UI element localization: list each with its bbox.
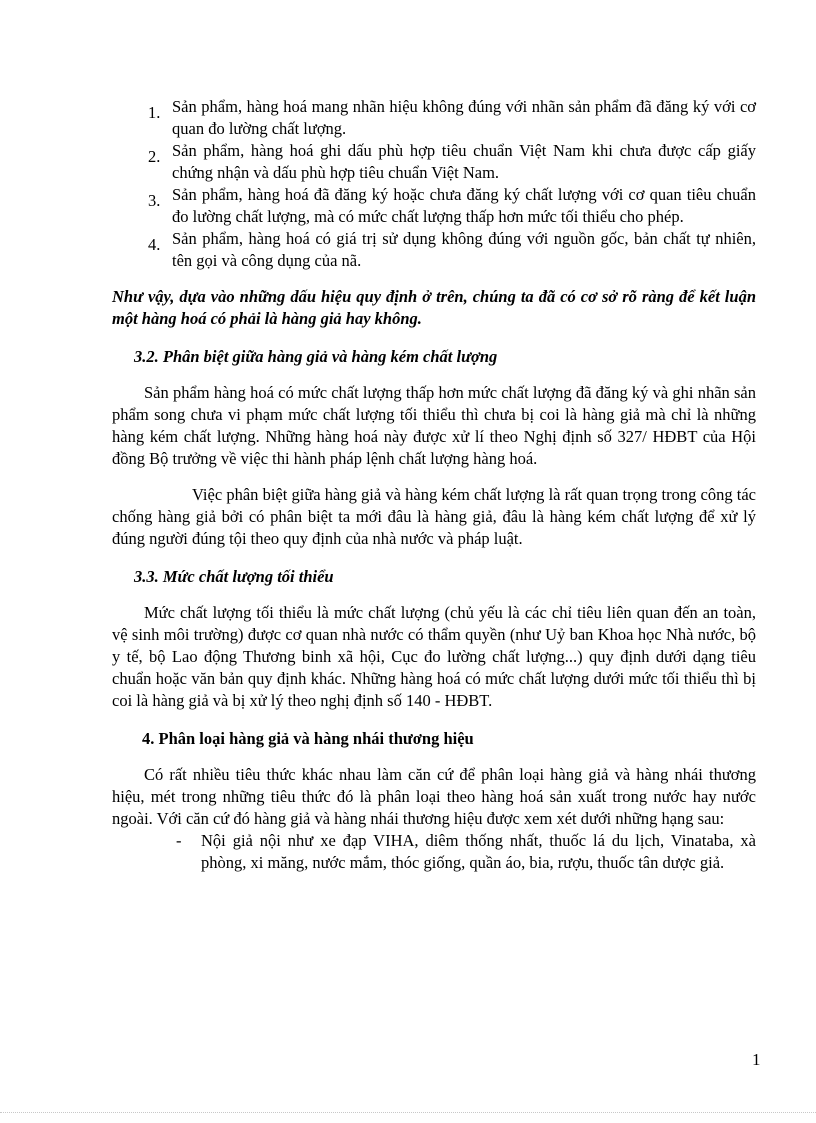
section-3-2-paragraph-1: Sản phẩm hàng hoá có mức chất lượng thấp hơn mức chất lượng đã đăng ký và ghi nhãn sản phẩm song chưa vi phạm mức chất lượng tối thiểu thì chưa bị coi là hàng giả mà chỉ là những hàng kém chất lượng. Những hàng hoá này được xử lí theo Nghị định số 327/ HĐBT của Hội đồng Bộ trưởng về việc thi hành pháp lệnh chất lượng hàng hoá. (112, 383, 756, 468)
list-item (112, 140, 756, 184)
list-text: Nội giả nội như xe đạp VIHA, diêm thống nhất, thuốc lá du lịch, Vinataba, xà phòng, xi măng, nước mắm, thóc giống, quần áo, bia, rượu, thuốc tân dược giả. (201, 831, 756, 872)
section-3-2-heading: 3.2. Phân biệt giữa hàng giả và hàng kém chất lượng (134, 347, 498, 366)
section-3-2-paragraph-2: Việc phân biệt giữa hàng giả và hàng kém chất lượng là rất quan trọng trong công tác chống hàng giả bởi có phân biệt ta mới đâu là hàng giả, đâu là hàng kém chất lượng để xử lý đúng người đúng tội theo quy định của nhà nước và pháp luật. (112, 485, 756, 548)
list-item (112, 228, 756, 272)
list-number: 1. (148, 103, 161, 122)
list-text: Sản phẩm, hàng hoá có giá trị sử dụng không đúng với nguồn gốc, bản chất tự nhiên, tên gọi và công dụng của nã. (172, 229, 756, 270)
summary-paragraph: Như vậy, dựa vào những dấu hiệu quy định ở trên, chúng ta đã có cơ sở rõ ràng để kết luận một hàng hoá có phải là hàng giả hay không. (112, 287, 756, 328)
section-3-3-paragraph: Mức chất lượng tối thiểu là mức chất lượng (chủ yếu là các chỉ tiêu liên quan đến an toàn, vệ sinh môi trường) được cơ quan nhà nước có thẩm quyền (như Uỷ ban Khoa học Nhà nước, bộ y tế, bộ Lao động Thương binh xã hội, Cục đo lường chất lượng...) quy định dưới dạng tiêu chuẩn hoặc văn bản quy định khác. Những hàng hoá có mức chất lượng dưới mức tối thiểu thì bị coi là hàng giả và bị xử lý theo nghị định số 140 - HĐBT. (112, 603, 756, 710)
category-list (112, 830, 756, 874)
list-text: Sản phẩm, hàng hoá đã đăng ký hoặc chưa đăng ký chất lượng với cơ quan tiêu chuẩn đo lường chất lượng, mà có mức chất lượng thấp hơn mức tối thiểu cho phép. (172, 185, 756, 226)
page-number: 1 (752, 1050, 761, 1069)
criteria-list (112, 96, 756, 272)
list-item (112, 184, 756, 228)
section-4-heading: 4. Phân loại hàng giả và hàng nhái thương hiệu (142, 729, 474, 748)
list-number: 2. (148, 147, 161, 166)
list-number: 3. (148, 191, 161, 210)
section-3-3-heading: 3.3. Mức chất lượng tối thiểu (134, 567, 334, 586)
dash-marker: - (176, 831, 182, 850)
list-item (112, 96, 756, 140)
section-4-paragraph: Có rất nhiều tiêu thức khác nhau làm căn cứ để phân loại hàng giả và hàng nhái thương hiệu, mét trong những tiêu thức đó là phân loại theo hàng hoá sản xuất trong nước hay nước ngoài. Với căn cứ đó hàng giả và hàng nhái thương hiệu được xem xét dưới những hạng sau: (112, 765, 756, 828)
list-text: Sản phẩm, hàng hoá mang nhãn hiệu không đúng với nhãn sản phẩm đã đăng ký với cơ quan đo lường chất lượng. (172, 97, 756, 138)
page-footer-divider (0, 1112, 816, 1113)
list-item (112, 830, 756, 874)
list-text: Sản phẩm, hàng hoá ghi dấu phù hợp tiêu chuẩn Việt Nam khi chưa được cấp giấy chứng nhận và dấu phù hợp tiêu chuẩn Việt Nam. (172, 141, 756, 182)
list-number: 4. (148, 235, 161, 254)
page-content (112, 96, 756, 874)
